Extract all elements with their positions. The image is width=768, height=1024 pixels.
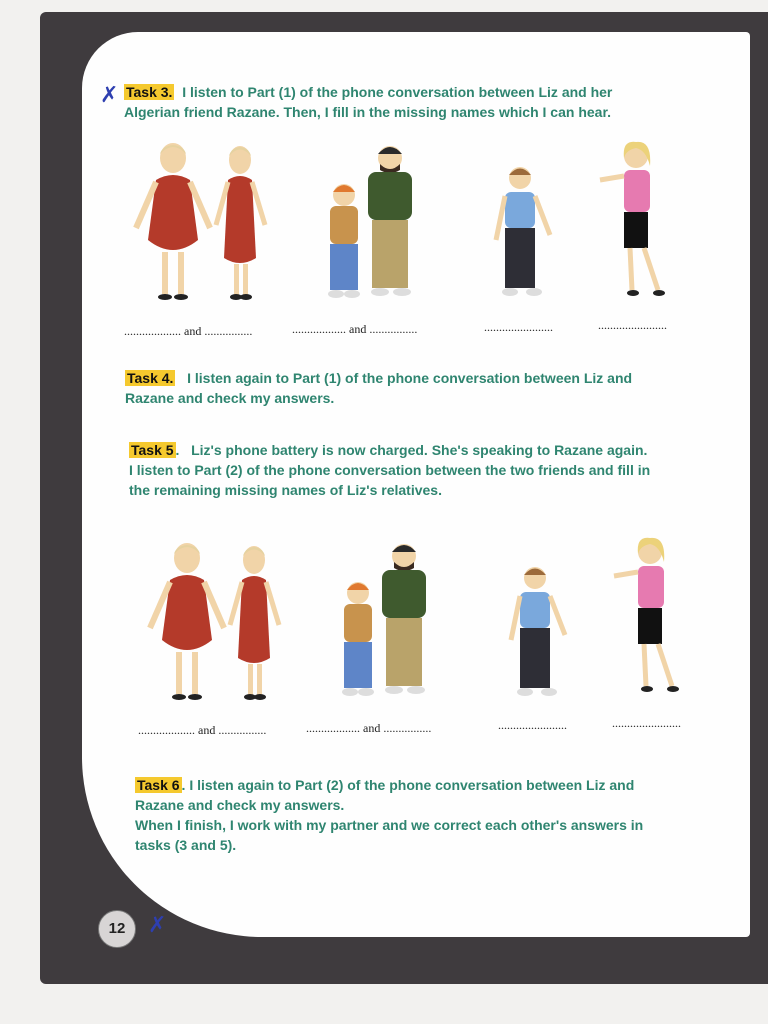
task-3-label: Task 3. bbox=[126, 84, 173, 100]
answer-blank-single[interactable]: ....................... bbox=[498, 718, 567, 732]
boy-figure bbox=[328, 184, 360, 298]
task-6-label: Task 6 bbox=[137, 777, 180, 793]
page-number: 12 bbox=[98, 910, 136, 948]
answer-blank-pair[interactable]: .................. and ................ bbox=[292, 322, 418, 336]
answer-blank-single[interactable]: ....................... bbox=[612, 716, 681, 730]
task-6-line-1: . I listen again to Part (2) of the phone conversation between Liz and bbox=[181, 777, 635, 793]
task-6-line-4: tasks (3 and 5). bbox=[135, 837, 237, 853]
task-5-line-3: the remaining missing names of Liz's relatives. bbox=[129, 482, 442, 498]
task-6 bbox=[135, 775, 735, 855]
task-4-label: Task 4. bbox=[127, 370, 174, 386]
grandmother-figure bbox=[136, 143, 210, 300]
task-5-label: Task 5 bbox=[131, 442, 174, 458]
task-6-line-3: When I finish, I work with my partner and we correct each other's answers in bbox=[135, 817, 644, 833]
task-3-line-1: I listen to Part (1) of the phone conversation between Liz and her bbox=[182, 84, 613, 100]
figure-father-son-illustration bbox=[318, 140, 428, 305]
grandmother-figure bbox=[230, 546, 279, 700]
task-5 bbox=[129, 440, 729, 500]
figure-boy-illustration bbox=[490, 160, 560, 305]
task-3 bbox=[124, 82, 724, 122]
grandmother-figure bbox=[216, 146, 265, 300]
pen-mark-icon: ✗ bbox=[148, 912, 167, 937]
man-figure bbox=[368, 146, 412, 296]
figure-boy-illustration bbox=[505, 560, 575, 705]
figure-grandmothers-illustration bbox=[142, 540, 292, 705]
answer-blank-pair[interactable]: .................. and ................ bbox=[306, 721, 432, 735]
man-figure bbox=[382, 544, 426, 694]
task-6-line-2: Razane and check my answers. bbox=[135, 797, 345, 813]
figure-liz-illustration bbox=[606, 536, 686, 701]
task-5-line-2: I listen to Part (2) of the phone conversation between the two friends and fill in bbox=[129, 462, 651, 478]
task-3-line-2: Algerian friend Razane. Then, I fill in the missing names which I can hear. bbox=[124, 104, 612, 120]
pen-mark-icon: ✗ bbox=[100, 82, 119, 107]
grandmother-figure bbox=[150, 543, 224, 700]
task-5-line-1: Liz's phone battery is now charged. She's speaking to Razane again. bbox=[191, 442, 648, 458]
answer-blank-single[interactable]: ....................... bbox=[598, 318, 667, 332]
task-5-label-period: . bbox=[175, 442, 180, 458]
answer-blank-pair[interactable]: ................... and ................ bbox=[124, 324, 253, 338]
answer-blank-single[interactable]: ....................... bbox=[484, 320, 553, 334]
task-4-line-2: Razane and check my answers. bbox=[125, 390, 335, 406]
figure-father-son-illustration bbox=[332, 538, 442, 703]
task-4 bbox=[125, 368, 725, 408]
boy-figure bbox=[342, 582, 374, 696]
answer-blank-pair[interactable]: ................... and ................ bbox=[138, 723, 267, 737]
task-4-line-1: I listen again to Part (1) of the phone conversation between Liz and bbox=[187, 370, 633, 386]
figure-grandmothers-illustration bbox=[128, 140, 278, 305]
figure-liz-illustration bbox=[592, 140, 672, 305]
